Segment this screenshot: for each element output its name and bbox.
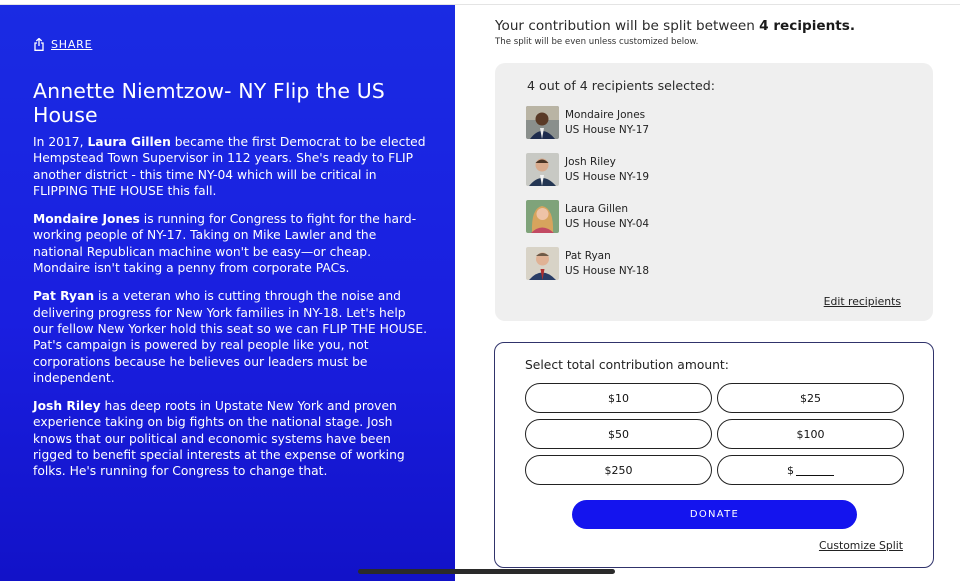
share-label: SHARE xyxy=(51,38,93,51)
amount-50-button[interactable]: $50 xyxy=(525,419,712,449)
amount-heading: Select total contribution amount: xyxy=(525,358,729,372)
recipient-name: Mondaire Jones xyxy=(565,108,646,121)
avatar xyxy=(526,153,559,186)
amount-250-button[interactable]: $250 xyxy=(525,455,712,485)
amount-25-button[interactable]: $25 xyxy=(717,383,904,413)
recipient-name: Pat Ryan xyxy=(565,249,611,262)
share-link[interactable] xyxy=(34,38,92,51)
edit-recipients-link[interactable]: Edit recipients xyxy=(823,295,901,308)
candidate-descriptions xyxy=(33,134,428,492)
recipient-name: Josh Riley xyxy=(565,155,616,168)
custom-amount-underline xyxy=(796,464,834,476)
recipient-district: US House NY-17 xyxy=(565,123,650,136)
customize-split-link[interactable]: Customize Split xyxy=(818,539,903,552)
split-note: The split will be even unless customized below. xyxy=(495,37,699,47)
recipients-card xyxy=(495,63,933,321)
avatar xyxy=(526,106,559,139)
amount-card xyxy=(494,342,934,568)
avatar xyxy=(526,247,559,280)
avatar xyxy=(526,200,559,233)
recipients-count: 4 out of 4 recipients selected: xyxy=(527,78,716,93)
page-title: Annette Niemtzow- NY Flip the US House xyxy=(33,79,385,127)
recipient-item xyxy=(526,153,649,186)
campaign-panel xyxy=(0,5,455,581)
paragraph-jones: Mondaire Jones is running for Congress to fight for the hard-working people of NY-17. Taking on Mike Lawler and the national Republican machine won't be easy—or cheap. Mondaire isn't taking a penny from corporate PACs. xyxy=(33,212,417,276)
donate-button[interactable]: DONATE xyxy=(572,500,857,529)
donation-panel xyxy=(455,5,960,581)
split-summary: Your contribution will be split between 4 recipients. xyxy=(495,18,856,34)
recipient-district: US House NY-04 xyxy=(565,217,650,230)
paragraph-gillen: In 2017, Laura Gillen became the first Democrat to be elected Hempstead Town Supervisor in 112 years. She's ready to FLIP another district - this time NY-04 which will be critical in FLIPPING THE HOUSE this fall. xyxy=(33,135,426,198)
amount-100-button[interactable]: $100 xyxy=(717,419,904,449)
home-indicator xyxy=(358,569,615,574)
amount-10-button[interactable]: $10 xyxy=(525,383,712,413)
recipient-name: Laura Gillen xyxy=(565,202,629,215)
custom-amount-input[interactable] xyxy=(717,455,904,485)
currency-symbol: $ xyxy=(787,463,794,477)
recipient-item xyxy=(526,106,649,139)
recipient-item xyxy=(526,200,649,233)
recipient-item xyxy=(526,247,649,280)
paragraph-riley: Josh Riley has deep roots in Upstate New York and proven experience taking on big fights on the national stage. Josh knows that our political and economic systems have been rigged to benefit special interests at the expense of working folks. He's running for Congress to change that. xyxy=(33,399,405,479)
paragraph-ryan: Pat Ryan is a veteran who is cutting through the noise and delivering progress for New York families in NY-18. Let's help our fellow New Yorker hold this seat so we can FLIP THE HOUSE. Pat's campaign is powered by real people like you, not corporations because he believes our leaders must be independent. xyxy=(33,289,428,385)
share-icon xyxy=(34,38,44,51)
recipient-district: US House NY-18 xyxy=(565,264,650,277)
recipient-district: US House NY-19 xyxy=(565,170,650,183)
